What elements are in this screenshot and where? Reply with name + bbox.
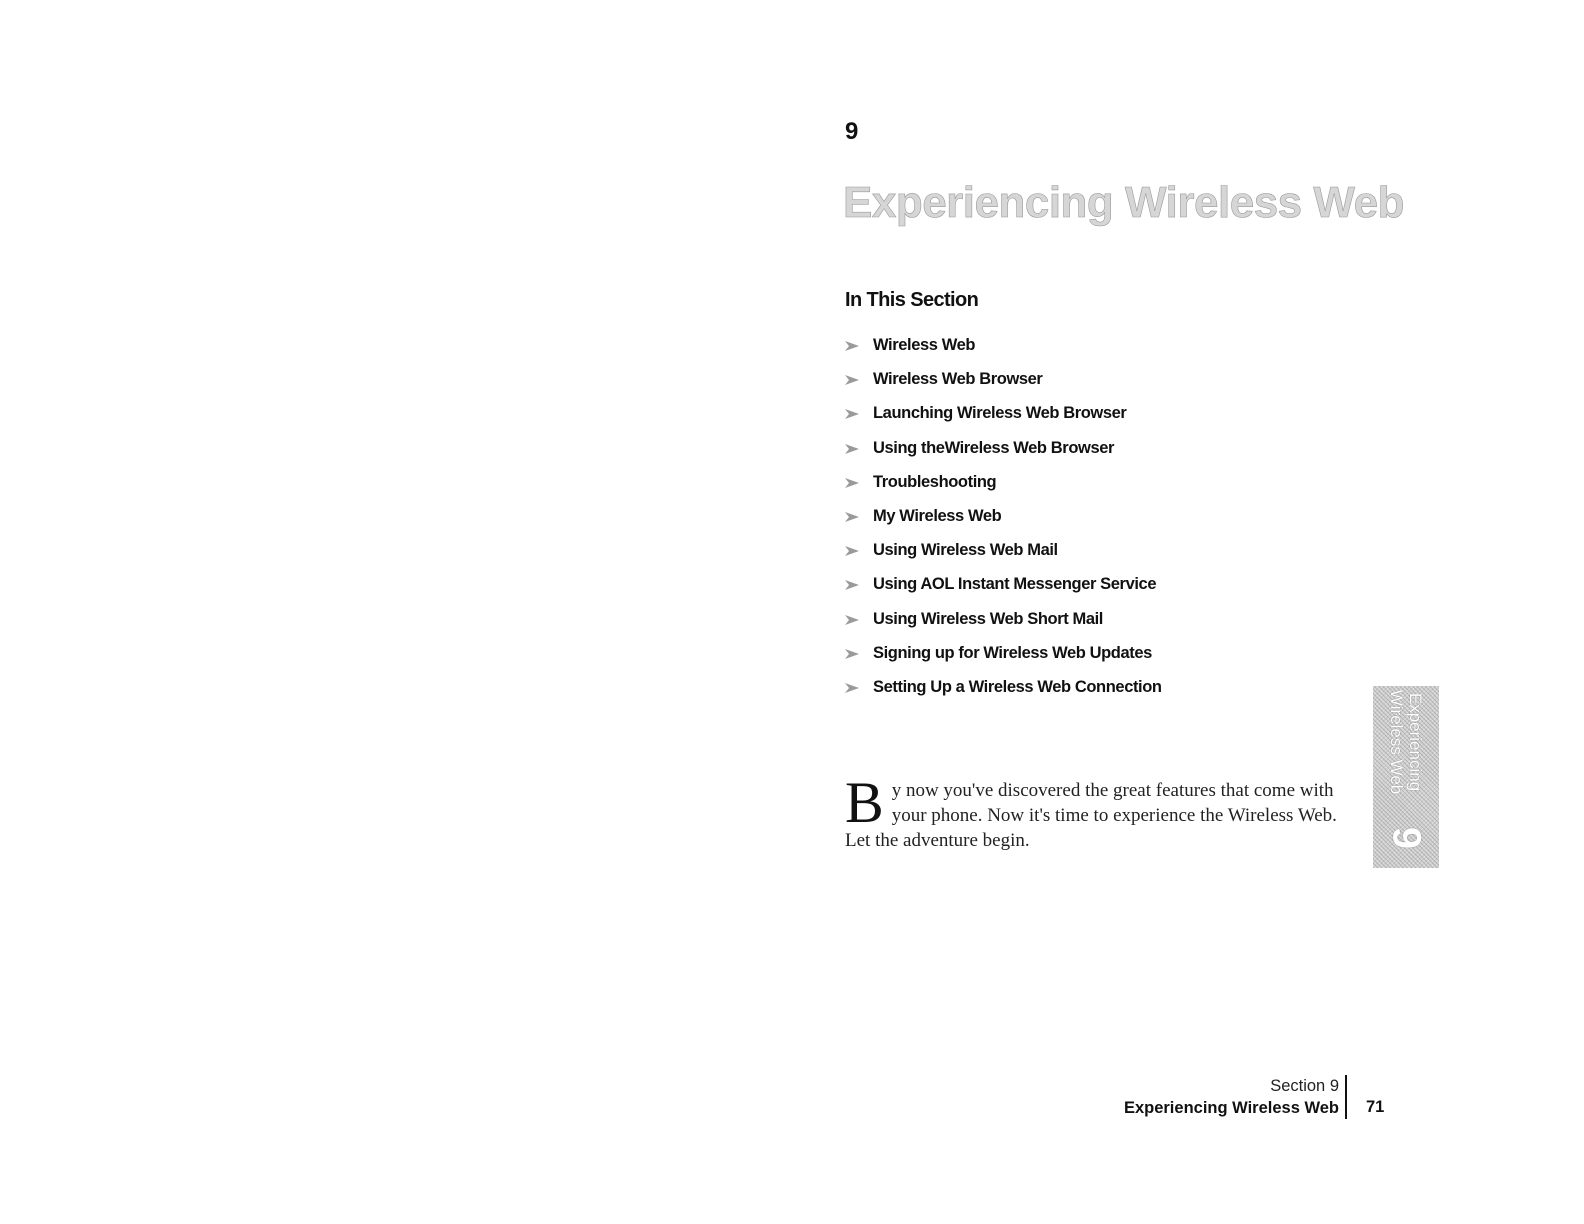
toc-item-label: Troubleshooting: [873, 472, 997, 491]
arrow-bullet-icon: [845, 511, 859, 523]
in-this-section-heading: In This Section: [845, 289, 979, 311]
list-item: [845, 370, 1162, 404]
arrow-bullet-icon: [845, 579, 859, 591]
footer-section-title: Experiencing Wireless Web: [1123, 1099, 1339, 1117]
intro-paragraph: [845, 770, 1345, 853]
footer-section-label: Section 9: [1270, 1077, 1339, 1095]
toc-item-label: Wireless Web: [873, 336, 976, 354]
list-item: [845, 439, 1162, 473]
section-contents-list: [845, 336, 1162, 712]
toc-item-label: My Wireless Web: [873, 506, 1002, 525]
page-footer: [1124, 1075, 1347, 1119]
arrow-bullet-icon: [845, 545, 859, 557]
chapter-title: Experiencing Wireless Web: [843, 178, 1404, 227]
side-tab-number: 9: [1384, 826, 1429, 850]
toc-item-label: Using theWireless Web Browser: [873, 438, 1115, 457]
chapter-side-tab: [1373, 686, 1439, 868]
section-number: 9: [845, 118, 859, 145]
side-tab-title: Experiencing Wireless Web: [1387, 689, 1425, 795]
toc-item-label: Wireless Web Browser: [873, 370, 1043, 389]
list-item: [845, 473, 1162, 507]
toc-item-label: Using Wireless Web Short Mail: [873, 609, 1103, 628]
toc-item-label: Using Wireless Web Mail: [873, 541, 1058, 560]
list-item: [845, 507, 1162, 541]
list-item: [845, 404, 1162, 438]
toc-item-label: Using AOL Instant Messenger Service: [873, 575, 1157, 594]
list-item: [845, 541, 1162, 575]
arrow-bullet-icon: [845, 443, 859, 455]
page-number: 71: [1366, 1098, 1385, 1116]
list-item: [845, 575, 1162, 609]
arrow-bullet-icon: [845, 648, 859, 660]
list-item: [845, 336, 1162, 370]
toc-item-label: Setting Up a Wireless Web Connection: [873, 677, 1162, 696]
arrow-bullet-icon: [845, 374, 859, 386]
arrow-bullet-icon: [845, 477, 859, 489]
toc-item-label: Launching Wireless Web Browser: [873, 404, 1127, 423]
arrow-bullet-icon: [845, 340, 859, 352]
drop-cap: B: [845, 770, 884, 835]
list-item: [845, 610, 1162, 644]
intro-text: y now you've discovered the great features that come with your phone. Now it's time to experience the Wireless Web. Let the adventure begin.: [845, 780, 1337, 851]
arrow-bullet-icon: [845, 614, 859, 626]
list-item: [845, 644, 1162, 678]
toc-item-label: Signing up for Wireless Web Updates: [873, 643, 1152, 662]
arrow-bullet-icon: [845, 682, 859, 694]
arrow-bullet-icon: [845, 408, 859, 420]
list-item: [845, 678, 1162, 712]
